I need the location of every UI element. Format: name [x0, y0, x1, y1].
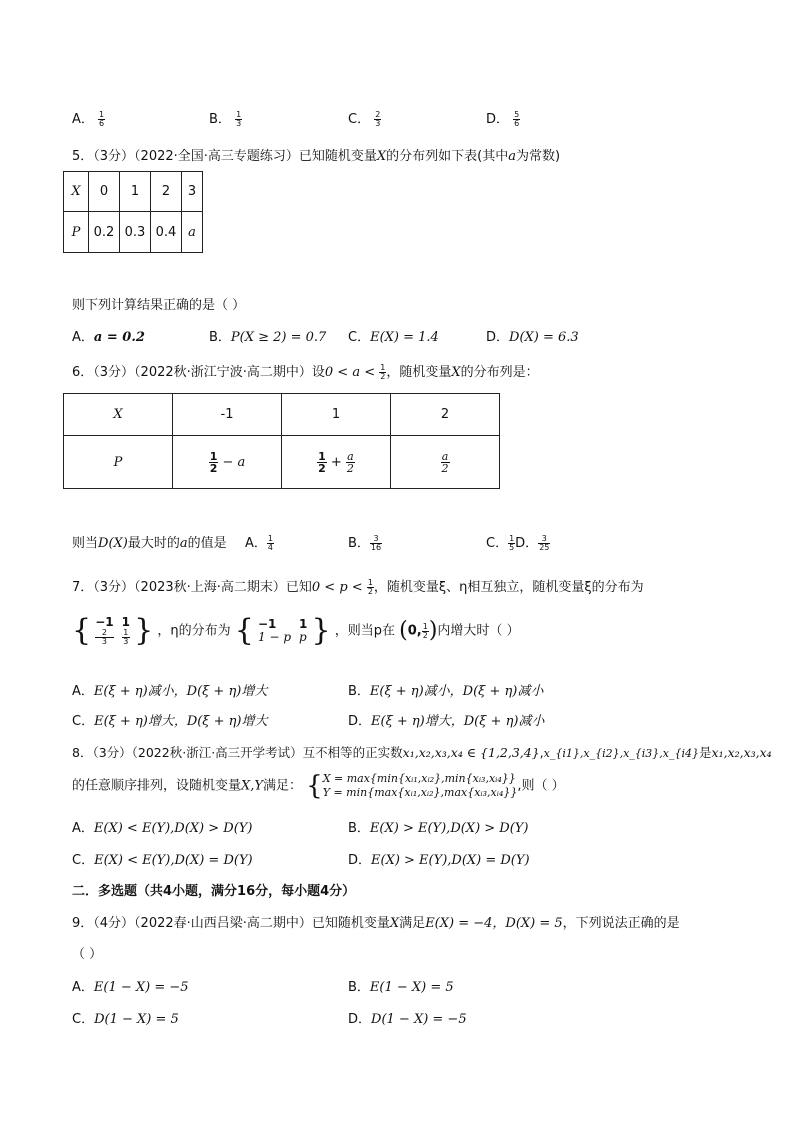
- option-label: A．: [72, 980, 94, 995]
- q5-option-a: [72, 326, 145, 345]
- q5-distribution-table: [63, 171, 203, 253]
- right-paren: ): [428, 618, 438, 644]
- fraction: $\frac{1}{3}$: [236, 110, 242, 128]
- variable: X,Y: [241, 778, 263, 794]
- stem-text: ，则当p在: [334, 623, 395, 639]
- fraction: $\frac{2}{3}$: [95, 629, 113, 646]
- stem-text: 的分布列是：: [460, 365, 539, 380]
- option-label: D．: [515, 536, 539, 551]
- option-math: D(1 − X) = 5: [94, 1012, 179, 1027]
- q4-option-c: [348, 108, 381, 128]
- option-label: C．: [72, 714, 95, 729]
- equation-system: [323, 772, 518, 800]
- q9-answer-paren: （ ）: [72, 947, 103, 962]
- stem-text: 内增大时（ ）: [437, 623, 520, 639]
- stem-text: 满足: [399, 916, 426, 931]
- q6-option-c: [486, 532, 550, 552]
- fraction: $\frac{3}{25}$: [539, 534, 550, 552]
- fraction: $\frac{1}{4}$: [267, 534, 273, 552]
- left-brace: {: [234, 613, 254, 649]
- table-cell: 0.2: [89, 212, 120, 253]
- q5-option-d: [486, 326, 579, 345]
- left-paren: (: [399, 618, 408, 644]
- q6-option-b: [348, 532, 382, 552]
- q8-stem: [72, 743, 772, 761]
- equation-line: X = max{min{xᵢ₁,xᵢ₂},min{xᵢ₃,xᵢ₄}}: [322, 772, 516, 785]
- xi-distribution-matrix: [95, 616, 130, 646]
- option-math: E(X) > E(Y),D(X) = D(Y): [371, 853, 530, 868]
- stem-text: 是: [699, 745, 712, 760]
- variable: X: [376, 149, 387, 164]
- q9-stem: [72, 912, 680, 931]
- q4-option-a: [72, 108, 105, 128]
- option-label: B．: [348, 536, 370, 551]
- stem-text: 的分布列如下表(其中: [386, 149, 509, 164]
- fraction: $\frac{3}{16}$: [370, 534, 382, 552]
- table-cell: P: [64, 212, 89, 253]
- fraction: $\frac{1}{2}$: [367, 578, 373, 596]
- option-math: E(ξ + η)减小，D(ξ + η)增大: [93, 684, 268, 699]
- q7-distributions: [72, 613, 520, 649]
- q9-option-a: [72, 976, 189, 995]
- option-label: C．: [486, 536, 509, 551]
- option-label: B．: [348, 821, 370, 836]
- table-cell: 0.3: [120, 212, 151, 253]
- question-text: 最大时的: [127, 536, 180, 551]
- option-label: A．: [72, 684, 94, 699]
- stem-text: ,则（ ）: [517, 778, 565, 794]
- q5-stem: [72, 145, 560, 164]
- variable: a: [508, 149, 517, 164]
- section-title: 二．多选题（共4小题，满分16分，每小题4分）: [72, 884, 356, 899]
- table-cell: a: [182, 212, 203, 253]
- option-math: E(ξ + η)增大，D(ξ + η)减小: [371, 714, 545, 729]
- fraction: $\frac{a}{2}$: [346, 449, 354, 475]
- stem-text: 6．（3分）（2022秋·浙江宁波·高二期中）设: [72, 365, 325, 380]
- option-math: E(X) = 1.4: [370, 330, 439, 345]
- stem-text: 9．（4分）（2022春·山西吕梁·高二期中）已知随机变量: [72, 916, 390, 931]
- table-cell: P: [64, 436, 173, 489]
- option-label: D．: [348, 853, 372, 868]
- q8-option-c: [72, 849, 253, 868]
- stem-text: 的任意顺序排列，设随机变量: [72, 778, 242, 794]
- table-cell: -1: [173, 394, 282, 436]
- q7-stem: [72, 576, 644, 596]
- fraction: $\frac{1}{2}$: [318, 449, 326, 475]
- stem-text: ，η的分布为: [157, 623, 231, 639]
- option-math: E(X) < E(Y),D(X) = D(Y): [94, 853, 253, 868]
- question-math: D(X): [98, 536, 128, 551]
- q9-option-b: [348, 976, 454, 995]
- table-cell: 0.4: [151, 212, 182, 253]
- right-brace: }: [311, 613, 331, 649]
- q9-option-c: [72, 1008, 179, 1027]
- table-cell: X: [64, 172, 89, 212]
- option-label: D．: [486, 330, 510, 345]
- option-math: a = 0.2: [93, 330, 145, 345]
- fraction: $\frac{2}{3}$: [375, 110, 381, 128]
- q5-question: 则下列计算结果正确的是（ ）: [72, 298, 246, 313]
- option-label: A．: [245, 536, 267, 551]
- q7-option-b: [348, 680, 543, 699]
- plus-sign: +: [330, 454, 342, 470]
- option-label: B．: [209, 330, 231, 345]
- q5-option-b: [209, 326, 326, 345]
- variable: X: [389, 916, 400, 931]
- stem-text: ，随机变量ξ、η相互独立，随机变量ξ的分布为: [373, 580, 644, 595]
- table-cell: 1: [282, 394, 391, 436]
- table-cell: 3: [182, 172, 203, 212]
- option-math: E(X) > E(Y),D(X) > D(Y): [369, 821, 529, 836]
- q8-line2: [72, 772, 565, 800]
- question-text: 的值是: [187, 536, 227, 551]
- stem-text: 8．（3分）（2022秋·浙江·高三开学考试）互不相等的正实数: [72, 745, 403, 760]
- table-cell: [391, 436, 500, 489]
- fraction: $\frac{1}{2}$: [380, 363, 386, 381]
- option-math: E(ξ + η)减小，D(ξ + η)减小: [369, 684, 544, 699]
- option-label: B．: [348, 684, 370, 699]
- option-label: C．: [348, 330, 371, 345]
- stem-text: 5．（3分）（2022·全国·高三专题练习）已知随机变量: [72, 149, 377, 164]
- condition-math: 0 < p <: [311, 580, 363, 595]
- variable: X: [451, 365, 461, 380]
- interval-text: 0,: [407, 623, 422, 639]
- q7-option-a: [72, 680, 267, 699]
- matrix-cell: 1 − p: [258, 630, 291, 645]
- q8-option-d: [348, 849, 530, 868]
- matrix-cell: 1: [121, 615, 130, 629]
- left-brace: {: [72, 613, 92, 649]
- option-label: B．: [209, 112, 231, 127]
- q6-distribution-table: [63, 393, 500, 489]
- option-label: A．: [72, 821, 94, 836]
- table-cell: X: [64, 394, 173, 436]
- stem-text: 满足：: [263, 778, 303, 794]
- option-math: E(1 − X) = 5: [369, 980, 454, 995]
- stem-math: x₁,x₂,x₃,x₄: [711, 745, 772, 760]
- fraction: $\frac{5}{6}$: [514, 110, 520, 128]
- q6-option-a: [245, 532, 274, 552]
- q7-option-c: [72, 710, 268, 729]
- option-label: C．: [348, 112, 371, 127]
- option-math: D(1 − X) = −5: [371, 1012, 467, 1027]
- option-label: A．: [72, 330, 94, 345]
- cell-math: − a: [222, 454, 246, 470]
- matrix-cell: p: [299, 630, 307, 645]
- fraction: $\frac{1}{3}$: [123, 628, 129, 647]
- q5-option-c: [348, 326, 439, 345]
- question-text: 则当: [72, 536, 99, 551]
- fraction: $\frac{a}{2}$: [441, 449, 449, 475]
- stem-text: 7．（3分）（2023秋·上海·高二期末）已知: [72, 580, 312, 595]
- q4-option-d: [486, 108, 520, 128]
- option-label: B．: [348, 980, 370, 995]
- stem-math: E(X) = −4，D(X) = 5: [425, 916, 563, 931]
- q8-option-a: [72, 817, 252, 836]
- option-math: E(1 − X) = −5: [93, 980, 189, 995]
- table-cell: [173, 436, 282, 489]
- fraction: $\frac{1}{5}$: [509, 534, 515, 552]
- condition-math: 0 < a <: [324, 365, 376, 380]
- option-label: C．: [72, 853, 95, 868]
- table-cell: 2: [391, 394, 500, 436]
- matrix-cell: −1: [95, 615, 114, 629]
- stem-text: ，随机变量: [386, 365, 452, 380]
- option-label: D．: [486, 112, 510, 127]
- right-brace: }: [134, 613, 154, 649]
- table-cell: [282, 436, 391, 489]
- table-cell: 1: [120, 172, 151, 212]
- stem-math: x₁,x₂,x₃,x₄ ∈ {1,2,3,4}: [402, 745, 540, 760]
- matrix-cell: −1: [258, 616, 277, 631]
- q7-option-d: [348, 710, 544, 729]
- left-brace: {: [306, 770, 323, 801]
- option-math: E(X) < E(Y),D(X) > D(Y): [93, 821, 253, 836]
- variable: a: [179, 536, 188, 551]
- fraction: $\frac{1}{2}$: [422, 621, 428, 640]
- option-math: D(X) = 6.3: [509, 330, 579, 345]
- option-label: D．: [348, 1012, 372, 1027]
- fraction: $\frac{1}{2}$: [209, 449, 218, 475]
- stem-text: ,: [539, 745, 544, 760]
- equation-line: Y = min{max{xᵢ₁,xᵢ₂},max{xᵢ₃,xᵢ₄}}: [322, 785, 518, 799]
- matrix-cell: 1: [299, 616, 308, 631]
- table-cell: 0: [89, 172, 120, 212]
- stem-text: 为常数): [516, 149, 561, 164]
- q9-option-d: [348, 1008, 467, 1027]
- q8-option-b: [348, 817, 528, 836]
- option-math: E(ξ + η)增大，D(ξ + η)增大: [94, 714, 268, 729]
- option-label: A．: [72, 112, 94, 127]
- q6-question-and-options: [72, 532, 227, 551]
- option-label: D．: [348, 714, 372, 729]
- fraction: $\frac{1}{6}$: [99, 110, 105, 128]
- option-label: C．: [72, 1012, 95, 1027]
- eta-distribution-matrix: [258, 618, 307, 644]
- q6-stem: [72, 361, 539, 381]
- table-cell: 2: [151, 172, 182, 212]
- stem-text: ，下列说法正确的是: [562, 916, 680, 931]
- q4-option-b: [209, 108, 242, 128]
- option-math: P(X ≥ 2) = 0.7: [230, 330, 327, 345]
- stem-math: x_{i1},x_{i2},x_{i3},x_{i4}: [543, 747, 700, 760]
